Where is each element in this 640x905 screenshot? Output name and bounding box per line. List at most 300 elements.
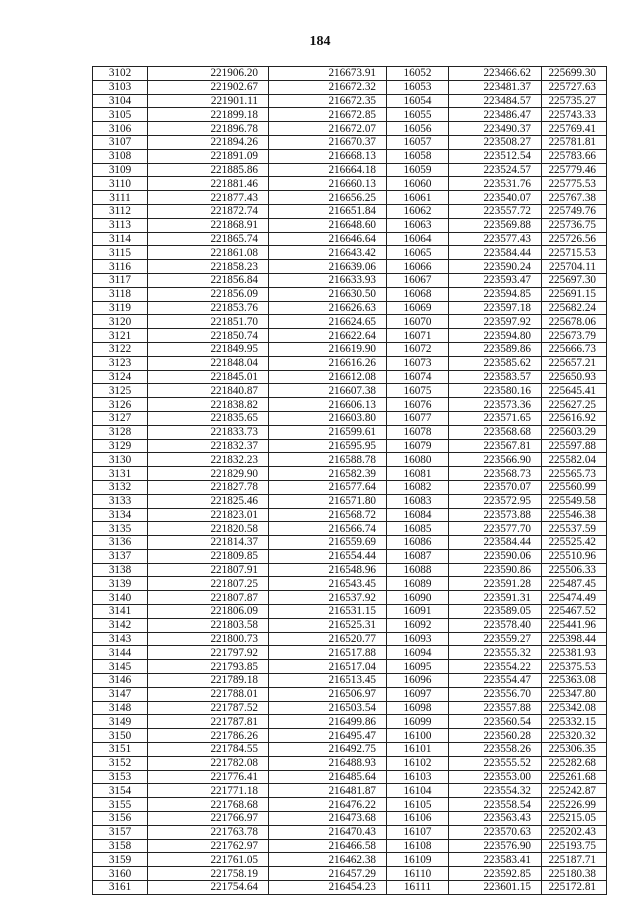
table-row	[93, 563, 607, 577]
x-coordinate-2-cell: 223592.85	[449, 867, 542, 881]
y-coordinate-2-cell: 225467.52	[542, 605, 607, 619]
point-id-cell: 3125	[93, 384, 148, 398]
x-coordinate-2-cell: 223573.36	[449, 398, 542, 412]
y-coordinate-2-cell: 225682.24	[542, 301, 607, 315]
table-row	[93, 715, 607, 729]
x-coordinate-cell: 221851.70	[148, 315, 269, 329]
table-row	[93, 536, 607, 550]
point-id-cell: 3102	[93, 67, 148, 81]
point-id-cell: 3109	[93, 163, 148, 177]
x-coordinate-2-cell: 223558.54	[449, 798, 542, 812]
y-coordinate-cell: 216616.26	[269, 356, 387, 370]
x-coordinate-2-cell: 223558.26	[449, 743, 542, 757]
table-row	[93, 218, 607, 232]
point-id-2-cell: 16079	[387, 439, 449, 453]
x-coordinate-cell: 221896.78	[148, 122, 269, 136]
y-coordinate-2-cell: 225767.38	[542, 191, 607, 205]
y-coordinate-2-cell: 225736.75	[542, 218, 607, 232]
y-coordinate-2-cell: 225735.27	[542, 94, 607, 108]
y-coordinate-cell: 216624.65	[269, 315, 387, 329]
point-id-cell: 3108	[93, 149, 148, 163]
table-row	[93, 108, 607, 122]
y-coordinate-2-cell: 225603.29	[542, 425, 607, 439]
x-coordinate-2-cell: 223490.37	[449, 122, 542, 136]
point-id-cell: 3130	[93, 453, 148, 467]
y-coordinate-cell: 216485.64	[269, 770, 387, 784]
point-id-cell: 3135	[93, 522, 148, 536]
point-id-cell: 3116	[93, 260, 148, 274]
table-row	[93, 232, 607, 246]
y-coordinate-cell: 216672.85	[269, 108, 387, 122]
point-id-cell: 3160	[93, 867, 148, 881]
x-coordinate-cell: 221803.58	[148, 618, 269, 632]
point-id-2-cell: 16061	[387, 191, 449, 205]
x-coordinate-2-cell: 223557.88	[449, 701, 542, 715]
table-row	[93, 301, 607, 315]
x-coordinate-cell: 221850.74	[148, 329, 269, 343]
y-coordinate-cell: 216606.13	[269, 398, 387, 412]
table-row	[93, 425, 607, 439]
x-coordinate-2-cell: 223531.76	[449, 177, 542, 191]
table-row	[93, 867, 607, 881]
x-coordinate-cell: 221787.81	[148, 715, 269, 729]
y-coordinate-2-cell: 225627.25	[542, 398, 607, 412]
y-coordinate-2-cell: 225215.05	[542, 812, 607, 826]
y-coordinate-cell: 216454.23	[269, 881, 387, 895]
x-coordinate-cell: 221885.86	[148, 163, 269, 177]
x-coordinate-cell: 221868.91	[148, 218, 269, 232]
x-coordinate-2-cell: 223554.22	[449, 660, 542, 674]
point-id-2-cell: 16078	[387, 425, 449, 439]
point-id-cell: 3158	[93, 839, 148, 853]
y-coordinate-cell: 216673.91	[269, 67, 387, 81]
y-coordinate-cell: 216488.93	[269, 756, 387, 770]
x-coordinate-2-cell: 223555.32	[449, 646, 542, 660]
x-coordinate-2-cell: 223593.47	[449, 273, 542, 287]
table-row	[93, 342, 607, 356]
x-coordinate-2-cell: 223591.31	[449, 591, 542, 605]
x-coordinate-2-cell: 223555.52	[449, 756, 542, 770]
point-id-cell: 3123	[93, 356, 148, 370]
table-row	[93, 177, 607, 191]
x-coordinate-2-cell: 223559.27	[449, 632, 542, 646]
point-id-2-cell: 16081	[387, 467, 449, 481]
point-id-cell: 3112	[93, 204, 148, 218]
y-coordinate-2-cell: 225242.87	[542, 784, 607, 798]
table-row	[93, 411, 607, 425]
x-coordinate-cell: 221858.23	[148, 260, 269, 274]
x-coordinate-2-cell: 223569.88	[449, 218, 542, 232]
table-row	[93, 646, 607, 660]
y-coordinate-cell: 216568.72	[269, 508, 387, 522]
point-id-2-cell: 16101	[387, 743, 449, 757]
table-row	[93, 398, 607, 412]
point-id-2-cell: 16072	[387, 342, 449, 356]
y-coordinate-2-cell: 225202.43	[542, 825, 607, 839]
point-id-cell: 3137	[93, 549, 148, 563]
x-coordinate-cell: 221807.87	[148, 591, 269, 605]
point-id-2-cell: 16087	[387, 549, 449, 563]
point-id-cell: 3152	[93, 756, 148, 770]
point-id-cell: 3154	[93, 784, 148, 798]
y-coordinate-2-cell: 225487.45	[542, 577, 607, 591]
point-id-2-cell: 16057	[387, 135, 449, 149]
y-coordinate-cell: 216457.29	[269, 867, 387, 881]
y-coordinate-2-cell: 225510.96	[542, 549, 607, 563]
y-coordinate-2-cell: 225749.76	[542, 204, 607, 218]
point-id-cell: 3147	[93, 687, 148, 701]
y-coordinate-2-cell: 225398.44	[542, 632, 607, 646]
point-id-cell: 3156	[93, 812, 148, 826]
table-row	[93, 549, 607, 563]
point-id-2-cell: 16088	[387, 563, 449, 577]
coordinates-table	[92, 66, 607, 895]
table-row	[93, 329, 607, 343]
y-coordinate-2-cell: 225537.59	[542, 522, 607, 536]
point-id-cell: 3150	[93, 729, 148, 743]
y-coordinate-cell: 216513.45	[269, 674, 387, 688]
x-coordinate-cell: 221758.19	[148, 867, 269, 881]
y-coordinate-cell: 216531.15	[269, 605, 387, 619]
y-coordinate-2-cell: 225616.92	[542, 411, 607, 425]
y-coordinate-2-cell: 225650.93	[542, 370, 607, 384]
table-row	[93, 701, 607, 715]
x-coordinate-2-cell: 223584.44	[449, 246, 542, 260]
x-coordinate-2-cell: 223557.72	[449, 204, 542, 218]
point-id-2-cell: 16091	[387, 605, 449, 619]
y-coordinate-2-cell: 225673.79	[542, 329, 607, 343]
y-coordinate-2-cell: 225375.53	[542, 660, 607, 674]
table-body	[93, 67, 607, 895]
y-coordinate-2-cell: 225549.58	[542, 494, 607, 508]
point-id-2-cell: 16090	[387, 591, 449, 605]
point-id-cell: 3113	[93, 218, 148, 232]
y-coordinate-cell: 216525.31	[269, 618, 387, 632]
x-coordinate-cell: 221901.11	[148, 94, 269, 108]
y-coordinate-cell: 216603.80	[269, 411, 387, 425]
x-coordinate-cell: 221763.78	[148, 825, 269, 839]
x-coordinate-cell: 221877.43	[148, 191, 269, 205]
point-id-2-cell: 16083	[387, 494, 449, 508]
x-coordinate-cell: 221766.97	[148, 812, 269, 826]
point-id-cell: 3115	[93, 246, 148, 260]
table-row	[93, 384, 607, 398]
point-id-2-cell: 16054	[387, 94, 449, 108]
point-id-2-cell: 16071	[387, 329, 449, 343]
point-id-2-cell: 16075	[387, 384, 449, 398]
y-coordinate-2-cell: 225180.38	[542, 867, 607, 881]
point-id-2-cell: 16065	[387, 246, 449, 260]
table-row	[93, 770, 607, 784]
y-coordinate-2-cell: 225775.53	[542, 177, 607, 191]
table-row	[93, 881, 607, 895]
y-coordinate-cell: 216643.42	[269, 246, 387, 260]
y-coordinate-cell: 216476.22	[269, 798, 387, 812]
table-row	[93, 122, 607, 136]
y-coordinate-2-cell: 225320.32	[542, 729, 607, 743]
y-coordinate-cell: 216537.92	[269, 591, 387, 605]
point-id-2-cell: 16073	[387, 356, 449, 370]
point-id-2-cell: 16100	[387, 729, 449, 743]
x-coordinate-cell: 221820.58	[148, 522, 269, 536]
x-coordinate-2-cell: 223554.47	[449, 674, 542, 688]
x-coordinate-cell: 221761.05	[148, 853, 269, 867]
y-coordinate-2-cell: 225560.99	[542, 480, 607, 494]
x-coordinate-cell: 221754.64	[148, 881, 269, 895]
point-id-cell: 3103	[93, 80, 148, 94]
y-coordinate-cell: 216517.04	[269, 660, 387, 674]
x-coordinate-2-cell: 223570.07	[449, 480, 542, 494]
point-id-2-cell: 16097	[387, 687, 449, 701]
x-coordinate-cell: 221829.90	[148, 467, 269, 481]
x-coordinate-2-cell: 223590.24	[449, 260, 542, 274]
point-id-cell: 3105	[93, 108, 148, 122]
x-coordinate-cell: 221768.68	[148, 798, 269, 812]
x-coordinate-cell: 221797.92	[148, 646, 269, 660]
x-coordinate-cell: 221807.25	[148, 577, 269, 591]
point-id-cell: 3140	[93, 591, 148, 605]
x-coordinate-cell: 221782.08	[148, 756, 269, 770]
y-coordinate-cell: 216588.78	[269, 453, 387, 467]
point-id-2-cell: 16106	[387, 812, 449, 826]
point-id-cell: 3119	[93, 301, 148, 315]
table-row	[93, 605, 607, 619]
x-coordinate-2-cell: 223573.88	[449, 508, 542, 522]
point-id-cell: 3131	[93, 467, 148, 481]
point-id-cell: 3126	[93, 398, 148, 412]
point-id-cell: 3151	[93, 743, 148, 757]
y-coordinate-2-cell: 225691.15	[542, 287, 607, 301]
point-id-2-cell: 16080	[387, 453, 449, 467]
y-coordinate-cell: 216566.74	[269, 522, 387, 536]
point-id-2-cell: 16105	[387, 798, 449, 812]
point-id-cell: 3129	[93, 439, 148, 453]
point-id-cell: 3111	[93, 191, 148, 205]
point-id-2-cell: 16085	[387, 522, 449, 536]
x-coordinate-cell: 221848.04	[148, 356, 269, 370]
table-row	[93, 260, 607, 274]
y-coordinate-cell: 216473.68	[269, 812, 387, 826]
x-coordinate-2-cell: 223553.00	[449, 770, 542, 784]
point-id-2-cell: 16062	[387, 204, 449, 218]
y-coordinate-2-cell: 225657.21	[542, 356, 607, 370]
x-coordinate-cell: 221806.09	[148, 605, 269, 619]
y-coordinate-2-cell: 225546.38	[542, 508, 607, 522]
point-id-cell: 3136	[93, 536, 148, 550]
point-id-2-cell: 16110	[387, 867, 449, 881]
point-id-2-cell: 16066	[387, 260, 449, 274]
point-id-cell: 3118	[93, 287, 148, 301]
point-id-2-cell: 16082	[387, 480, 449, 494]
y-coordinate-2-cell: 225582.04	[542, 453, 607, 467]
point-id-2-cell: 16069	[387, 301, 449, 315]
x-coordinate-cell: 221827.78	[148, 480, 269, 494]
y-coordinate-2-cell: 225645.41	[542, 384, 607, 398]
x-coordinate-cell: 221856.84	[148, 273, 269, 287]
point-id-2-cell: 16055	[387, 108, 449, 122]
y-coordinate-cell: 216543.45	[269, 577, 387, 591]
x-coordinate-2-cell: 223577.43	[449, 232, 542, 246]
point-id-cell: 3145	[93, 660, 148, 674]
y-coordinate-cell: 216672.32	[269, 80, 387, 94]
table-row	[93, 273, 607, 287]
x-coordinate-2-cell: 223601.15	[449, 881, 542, 895]
table-row	[93, 687, 607, 701]
table-row	[93, 356, 607, 370]
y-coordinate-cell: 216481.87	[269, 784, 387, 798]
y-coordinate-cell: 216664.18	[269, 163, 387, 177]
x-coordinate-cell: 221825.46	[148, 494, 269, 508]
y-coordinate-2-cell: 225187.71	[542, 853, 607, 867]
x-coordinate-2-cell: 223584.44	[449, 536, 542, 550]
point-id-cell: 3128	[93, 425, 148, 439]
table-row	[93, 784, 607, 798]
table-row	[93, 522, 607, 536]
y-coordinate-2-cell: 225525.42	[542, 536, 607, 550]
x-coordinate-cell: 221789.18	[148, 674, 269, 688]
y-coordinate-2-cell: 225726.56	[542, 232, 607, 246]
point-id-cell: 3110	[93, 177, 148, 191]
point-id-2-cell: 16063	[387, 218, 449, 232]
point-id-2-cell: 16094	[387, 646, 449, 660]
y-coordinate-2-cell: 225666.73	[542, 342, 607, 356]
x-coordinate-cell: 221865.74	[148, 232, 269, 246]
y-coordinate-2-cell: 225226.99	[542, 798, 607, 812]
x-coordinate-cell: 221832.23	[148, 453, 269, 467]
y-coordinate-cell: 216582.39	[269, 467, 387, 481]
point-id-cell: 3121	[93, 329, 148, 343]
x-coordinate-cell: 221881.46	[148, 177, 269, 191]
point-id-2-cell: 16074	[387, 370, 449, 384]
x-coordinate-2-cell: 223556.70	[449, 687, 542, 701]
y-coordinate-2-cell: 225306.35	[542, 743, 607, 757]
x-coordinate-2-cell: 223583.41	[449, 853, 542, 867]
table-row	[93, 743, 607, 757]
x-coordinate-2-cell: 223560.54	[449, 715, 542, 729]
y-coordinate-cell: 216554.44	[269, 549, 387, 563]
x-coordinate-2-cell: 223577.70	[449, 522, 542, 536]
y-coordinate-2-cell: 225697.30	[542, 273, 607, 287]
point-id-2-cell: 16092	[387, 618, 449, 632]
x-coordinate-2-cell: 223466.62	[449, 67, 542, 81]
x-coordinate-2-cell: 223589.86	[449, 342, 542, 356]
y-coordinate-2-cell: 225506.33	[542, 563, 607, 577]
point-id-2-cell: 16096	[387, 674, 449, 688]
table-row	[93, 618, 607, 632]
x-coordinate-2-cell: 223578.40	[449, 618, 542, 632]
y-coordinate-cell: 216548.96	[269, 563, 387, 577]
y-coordinate-2-cell: 225704.11	[542, 260, 607, 274]
x-coordinate-cell: 221786.26	[148, 729, 269, 743]
x-coordinate-2-cell: 223568.68	[449, 425, 542, 439]
x-coordinate-cell: 221872.74	[148, 204, 269, 218]
y-coordinate-cell: 216571.80	[269, 494, 387, 508]
x-coordinate-cell: 221793.85	[148, 660, 269, 674]
x-coordinate-cell: 221762.97	[148, 839, 269, 853]
table-row	[93, 135, 607, 149]
x-coordinate-cell: 221814.37	[148, 536, 269, 550]
table-row	[93, 480, 607, 494]
table-row	[93, 839, 607, 853]
y-coordinate-2-cell: 225769.41	[542, 122, 607, 136]
point-id-2-cell: 16076	[387, 398, 449, 412]
x-coordinate-2-cell: 223481.37	[449, 80, 542, 94]
x-coordinate-2-cell: 223571.65	[449, 411, 542, 425]
table-row	[93, 853, 607, 867]
point-id-cell: 3139	[93, 577, 148, 591]
x-coordinate-2-cell: 223590.06	[449, 549, 542, 563]
y-coordinate-2-cell: 225381.93	[542, 646, 607, 660]
y-coordinate-2-cell: 225743.33	[542, 108, 607, 122]
y-coordinate-cell: 216462.38	[269, 853, 387, 867]
table-row	[93, 439, 607, 453]
table-row	[93, 591, 607, 605]
y-coordinate-cell: 216622.64	[269, 329, 387, 343]
table-row	[93, 577, 607, 591]
x-coordinate-cell: 221832.37	[148, 439, 269, 453]
point-id-2-cell: 16093	[387, 632, 449, 646]
point-id-2-cell: 16104	[387, 784, 449, 798]
point-id-cell: 3133	[93, 494, 148, 508]
page-number: 184	[309, 34, 331, 49]
y-coordinate-2-cell: 225193.75	[542, 839, 607, 853]
y-coordinate-cell: 216517.88	[269, 646, 387, 660]
y-coordinate-2-cell: 225441.96	[542, 618, 607, 632]
y-coordinate-cell: 216670.37	[269, 135, 387, 149]
x-coordinate-cell: 221849.95	[148, 342, 269, 356]
table-row	[93, 80, 607, 94]
x-coordinate-2-cell: 223566.90	[449, 453, 542, 467]
x-coordinate-2-cell: 223591.28	[449, 577, 542, 591]
table-row	[93, 798, 607, 812]
table-row	[93, 163, 607, 177]
y-coordinate-cell: 216672.35	[269, 94, 387, 108]
point-id-cell: 3106	[93, 122, 148, 136]
point-id-2-cell: 16053	[387, 80, 449, 94]
x-coordinate-2-cell: 223585.62	[449, 356, 542, 370]
point-id-2-cell: 16052	[387, 67, 449, 81]
x-coordinate-2-cell: 223572.95	[449, 494, 542, 508]
x-coordinate-2-cell: 223589.05	[449, 605, 542, 619]
table-row	[93, 67, 607, 81]
point-id-2-cell: 16059	[387, 163, 449, 177]
y-coordinate-2-cell: 225715.53	[542, 246, 607, 260]
y-coordinate-2-cell: 225261.68	[542, 770, 607, 784]
y-coordinate-2-cell: 225727.63	[542, 80, 607, 94]
x-coordinate-cell: 221853.76	[148, 301, 269, 315]
point-id-cell: 3161	[93, 881, 148, 895]
x-coordinate-2-cell: 223580.16	[449, 384, 542, 398]
table-row	[93, 204, 607, 218]
table-row	[93, 674, 607, 688]
x-coordinate-cell: 221787.52	[148, 701, 269, 715]
point-id-cell: 3132	[93, 480, 148, 494]
point-id-2-cell: 16089	[387, 577, 449, 591]
x-coordinate-cell: 221800.73	[148, 632, 269, 646]
point-id-cell: 3153	[93, 770, 148, 784]
point-id-cell: 3107	[93, 135, 148, 149]
point-id-cell: 3157	[93, 825, 148, 839]
table-row	[93, 494, 607, 508]
x-coordinate-2-cell: 223486.47	[449, 108, 542, 122]
table-row	[93, 632, 607, 646]
point-id-cell: 3155	[93, 798, 148, 812]
table-row	[93, 94, 607, 108]
y-coordinate-cell: 216648.60	[269, 218, 387, 232]
y-coordinate-cell: 216520.77	[269, 632, 387, 646]
y-coordinate-cell: 216470.43	[269, 825, 387, 839]
y-coordinate-cell: 216630.50	[269, 287, 387, 301]
